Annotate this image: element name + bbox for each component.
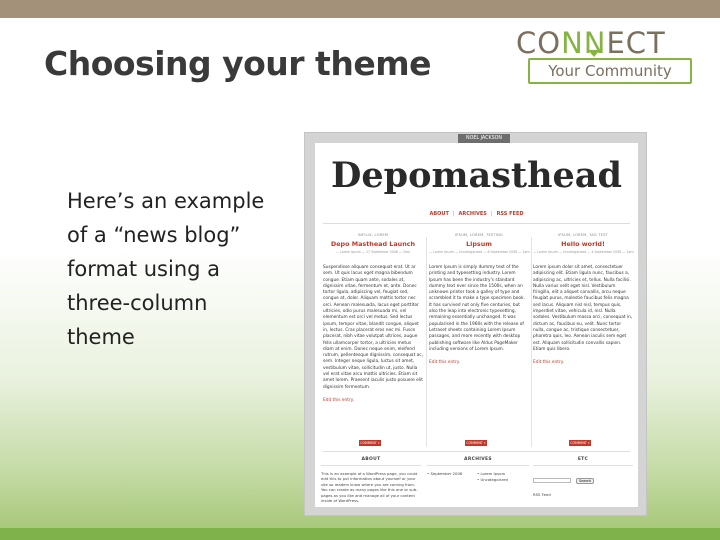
post-byline: — Lorem Ipsum — Uncategorized — 8 September 2008 — 2am [429, 250, 530, 254]
blog-screenshot [304, 132, 647, 516]
top-accent-bar [0, 0, 720, 18]
rss-feed-link[interactable]: RSS Feed [533, 492, 551, 497]
blog-masthead[interactable]: Depomasthead [331, 155, 622, 196]
blog-nav: ABOUT | ARCHIVES | RSS FEED [429, 211, 524, 217]
post-column-3 [533, 233, 633, 365]
category-link[interactable]: • Lorem Ipsum [477, 471, 506, 476]
comment-button[interactable]: COMMENT » [466, 441, 486, 445]
post-body: Lorem ipsum dolor sit amet, consectetuer adipiscing elit. Etiam ligula nunc, faucibus a, adipiscing ac, ultricies et, tellus. Nulla facilisi. Nulla varius velit eget nisl. Vestibulum fringilla, elit a aliquet convallis, arcu neque feugiat purus, molestie faucibus felis magna sed lacus. Aliquam nisl nisl, tempus quis, imperdiet vitae, vehicula id, nisl. Nulla sodales. Vestibulum massa orci, consequat in, dictum ac, faucibus eu, velit. Nunc tortor nulla, congue ac, tristique consectetuer, pharetra quis, leo. Aenean iaculis sem eget est. Aliquam sollicitudin convallis sapien. Etiam quis libero. [533, 265, 633, 352]
category-link[interactable]: • Uncategorized [477, 476, 508, 482]
nav-divider [323, 223, 630, 224]
column-divider [426, 237, 427, 447]
search-button[interactable]: Search [576, 478, 594, 484]
footer-divider [323, 451, 630, 452]
slide-body-text: Here’s an example of a “news blog” format using a three-column theme [67, 189, 265, 349]
post-body: Lorem Ipsum is simply dummy text of the printing and typesetting industry. Lorem Ipsum has been the industry's standard dummy text ever since the 1500s, when an unknown printer took a galley of type and scrambled it to make a type specimen book. It has survived not only five centuries, but also the leap into electronic typesetting, remaining essentially unchanged. It was popularised in the 1960s with the release of Letraset sheets containing Lorem Ipsum passages, and more recently with desktop publishing software like Aldus PageMaker including versions of Lorem Ipsum. [429, 265, 525, 352]
footer-about-text: This is an example of a WordPress page, you could edit this to put information about yourself or your site so readers know where you are coming from. You can create as many pages like this one or sub-pages as you like and manage all of your content inside of WordPress. [321, 471, 418, 504]
footer-archives-heading: ARCHIVES [464, 457, 492, 462]
edit-entry-link[interactable]: Edit this entry. [429, 360, 461, 366]
nav-rss-feed[interactable]: RSS FEED [496, 211, 524, 217]
post-meta: INFLUX, LOREM [357, 233, 389, 237]
post-column-1 [323, 233, 423, 403]
logo-arrow-icon [588, 50, 600, 57]
footer-about [321, 457, 421, 507]
author-tab[interactable]: NOEL JACKSON [458, 134, 510, 143]
edit-entry-link[interactable]: Edit this entry. [323, 397, 355, 403]
logo-word-b: NN [561, 26, 607, 60]
edit-entry-link[interactable]: Edit this entry. [533, 360, 565, 366]
post-meta: IPSUM, LOREM, TESTING [454, 233, 504, 237]
post-byline: — Lorem Ipsum — Uncategorized — 4 September 2008 — 2am [533, 250, 634, 254]
logo-wordmark [516, 28, 708, 58]
footer-archives [427, 457, 529, 507]
comment-button[interactable]: COMMENT » [570, 441, 590, 445]
logo-tagline-box [528, 58, 692, 84]
bottom-accent-bar [0, 528, 720, 540]
post-title[interactable]: Hello world! [561, 240, 605, 248]
post-title[interactable]: Depo Masthead Launch [330, 240, 416, 248]
footer-about-heading: ABOUT [361, 457, 381, 462]
post-title[interactable]: Lipsum [466, 240, 492, 248]
post-column-2 [429, 233, 529, 365]
post-body: Suspendisse aliquam consequat erat. Ut ar sem. Ut quis lacus eget magna bibendum congue. Etiam quam ante, sodales at, dignissim vitae, fermentum et, ante. Donec tortor ligula, adipiscing vel, feugiat sed, congue at, dolor. Aliquam mattis tortor nec orci. Aenean malesuada, lacus eget porttitor ultricies, odio purus malesuada mi, vel elementum est orci vel metus. Sed lectus ipsum, tempor vitae, blandit congue, aliquet in, lectus. Cras placerat eros nec mi. Fusce placerat, nibh vitae volutpat ultrices, augue felis ullamcorper tortor, a ultricies metus diam at enim. Donec neque enim, eleifend rutrum, pellentesque dignissim, consequat ac, sem. Integer neque ligula, luctus sit amet, vestibulum vitae, sollicitudin ut, justo. Nulla vel erat vitae arcu mattis ultricies. Etiam sit amet lorem. Praesent iaculis justo posuere elit dignissim fermentum. [323, 265, 423, 390]
post-meta: IPSUM, LOREM, TAG TEST [558, 233, 608, 237]
post-byline: — Lorem Ipsum — 17 September 2008 — 3am [335, 250, 411, 254]
column-divider [531, 237, 532, 447]
footer-etc [533, 457, 633, 507]
comment-button[interactable]: COMMENT » [360, 441, 380, 445]
connect-logo [516, 28, 708, 86]
nav-about[interactable]: ABOUT [429, 211, 449, 217]
slide-title: Choosing your theme [44, 44, 431, 83]
blog-page [315, 136, 638, 507]
archive-link[interactable]: • September 2008 [427, 471, 463, 476]
footer-etc-heading: ETC [577, 457, 589, 462]
logo-tagline: Your Community [548, 62, 672, 80]
logo-word-a: CO [516, 26, 562, 60]
nav-archives[interactable]: ARCHIVES [458, 211, 487, 217]
logo-word-c: ECT [606, 26, 666, 60]
search-input[interactable] [533, 478, 571, 483]
